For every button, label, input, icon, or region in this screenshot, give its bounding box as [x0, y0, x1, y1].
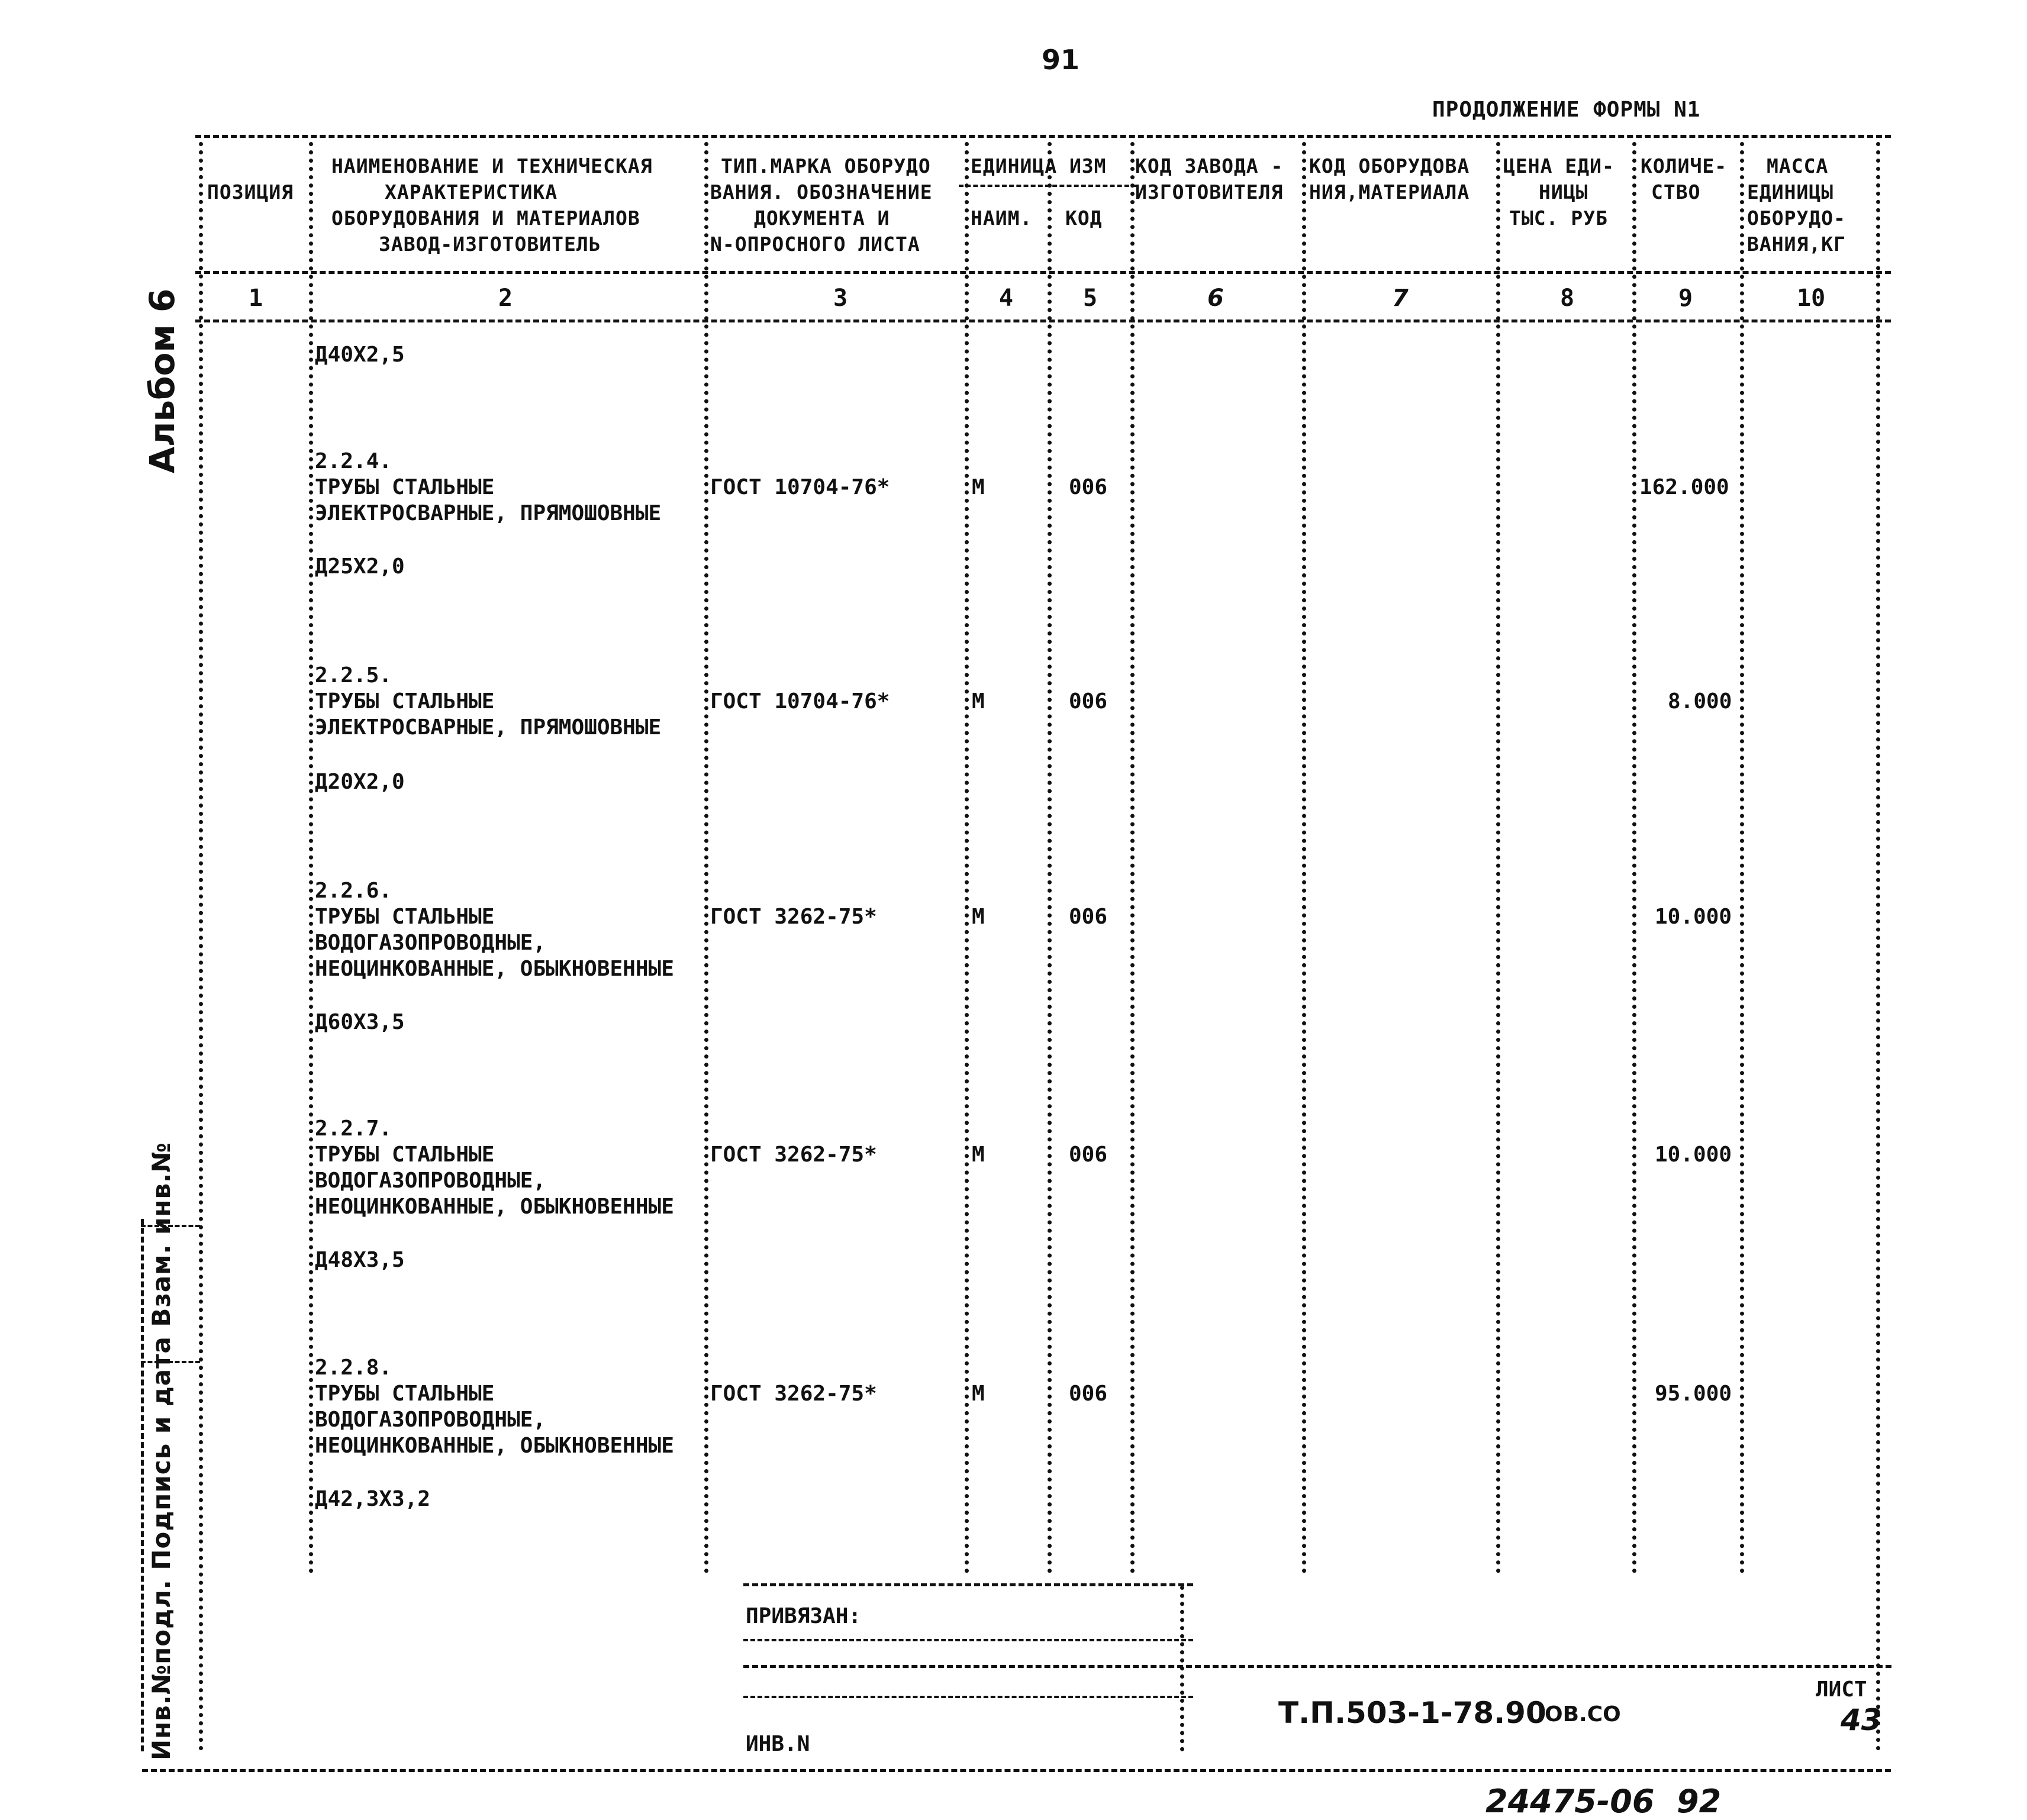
item-doc: ГОСТ 3262-75* — [710, 1382, 877, 1406]
item-unit: М — [972, 1143, 985, 1167]
header-price-line2: НИЦЫ — [1539, 180, 1588, 204]
rule-colnum-bottom — [195, 320, 1891, 322]
album-label: Альбом 6 — [142, 288, 182, 473]
item-name-line2: ЭЛЕКТРОСВАРНЫЕ, ПРЯМОШОВНЫЕ — [315, 501, 662, 525]
colnum-7: 7 — [1392, 285, 1409, 312]
item-unit: М — [972, 1382, 985, 1406]
item-unit: М — [972, 475, 985, 499]
item-doc: ГОСТ 10704-76* — [710, 689, 890, 714]
item-position: 2.2.8. — [315, 1356, 392, 1380]
item-qty: 8.000 — [1668, 689, 1732, 714]
stamp-sep — [1180, 1586, 1184, 1751]
col-sep-1 — [309, 142, 313, 1574]
sheet-number: 43 — [1841, 1703, 1882, 1737]
item-name-line3: НЕОЦИНКОВАННЫЕ, ОБЫКНОВЕННЫЕ — [315, 1434, 674, 1458]
item-name-line2: ВОДОГАЗОПРОВОДНЫЕ, — [315, 1169, 546, 1193]
item-doc: ГОСТ 3262-75* — [710, 1143, 877, 1167]
stamp-rule-2 — [743, 1639, 1193, 1641]
header-equip-line1: КОД ОБОРУДОВА — [1309, 154, 1470, 178]
header-mass-line2: ЕДИНИЦЫ — [1747, 180, 1834, 204]
item-name-line1: ТРУБЫ СТАЛЬНЫЕ — [315, 1143, 495, 1167]
col-sep-8 — [1632, 142, 1636, 1574]
stamp-rule-top — [743, 1583, 1193, 1586]
colnum-3: 3 — [833, 285, 848, 312]
header-mass-line3: ОБОРУДО- — [1747, 206, 1846, 230]
item-position: 2.2.5. — [315, 663, 392, 688]
item-code: 006 — [1069, 689, 1108, 714]
stamp-inv: ИНВ.N — [746, 1732, 810, 1756]
header-unit: ЕДИНИЦА ИЗМ — [971, 154, 1107, 178]
header-name-line4: ЗАВОД-ИЗГОТОВИТЕЛЬ — [379, 233, 601, 256]
header-position: ПОЗИЦИЯ — [207, 180, 294, 204]
item-size: Д20Х2,0 — [315, 770, 405, 794]
item-qty: 10.000 — [1655, 1143, 1732, 1167]
header-unit-code: КОД — [1065, 206, 1103, 230]
item-position: 2.2.4. — [315, 449, 392, 473]
page-number: 91 — [1042, 44, 1080, 76]
header-name-line1: НАИМЕНОВАНИЕ И ТЕХНИЧЕСКАЯ — [331, 154, 653, 178]
header-name-line2: ХАРАКТЕРИСТИКА — [385, 180, 558, 204]
colnum-5: 5 — [1083, 285, 1098, 312]
item-position: 2.2.7. — [315, 1116, 392, 1141]
colnum-6: 6 — [1207, 285, 1224, 312]
item-doc: ГОСТ 10704-76* — [710, 475, 890, 499]
continuation-title: ПРОДОЛЖЕНИЕ ФОРМЫ N1 — [1432, 98, 1701, 122]
item-code: 006 — [1069, 1382, 1108, 1406]
colnum-1: 1 — [249, 285, 263, 312]
stamp-privyazan: ПРИВЯЗАН: — [746, 1604, 862, 1628]
header-name-line3: ОБОРУДОВАНИЯ И МАТЕРИАЛОВ — [331, 206, 640, 230]
header-mass-line1: МАССА — [1767, 154, 1829, 178]
header-price-line3: ТЫС. РУБ — [1509, 206, 1608, 230]
item-size: Д42,3Х3,2 — [315, 1487, 431, 1511]
rule-bottom — [142, 1769, 1891, 1772]
header-unit-name: НАИМ. — [971, 206, 1033, 230]
item-name-line3: НЕОЦИНКОВАННЫЕ, ОБЫКНОВЕННЫЕ — [315, 957, 674, 981]
item-unit: М — [972, 905, 985, 929]
item-name-line2: ВОДОГАЗОПРОВОДНЫЕ, — [315, 1408, 546, 1432]
item-qty: 162.000 — [1639, 475, 1729, 499]
header-doc-line3: ДОКУМЕНТА И — [754, 206, 890, 230]
sheet-label: ЛИСТ — [1816, 1677, 1867, 1702]
doc-code: Т.П.503-1-78.90 — [1278, 1696, 1546, 1730]
colnum-10: 10 — [1797, 285, 1826, 312]
colnum-2: 2 — [498, 285, 513, 312]
col-sep-9 — [1740, 142, 1744, 1574]
stamp-rule-3 — [743, 1665, 1891, 1668]
item-qty: 10.000 — [1655, 905, 1732, 929]
colnum-8: 8 — [1560, 285, 1575, 312]
header-factory-line2: ИЗГОТОВИТЕЛЯ — [1135, 180, 1284, 204]
item-code: 006 — [1069, 905, 1108, 929]
item-doc: ГОСТ 3262-75* — [710, 905, 877, 929]
item-code: 006 — [1069, 1143, 1108, 1167]
item-size: Д60Х3,5 — [315, 1010, 405, 1034]
header-mass-line4: ВАНИЯ,КГ — [1747, 233, 1846, 256]
header-factory-line1: КОД ЗАВОДА - — [1135, 154, 1284, 178]
header-doc-line2: ВАНИЯ. ОБОЗНАЧЕНИЕ — [710, 180, 933, 204]
col-sep-10 — [1876, 142, 1880, 1751]
row0-size: Д40Х2,5 — [315, 343, 405, 367]
item-name-line1: ТРУБЫ СТАЛЬНЫЕ — [315, 475, 495, 499]
col-sep-3 — [965, 142, 969, 1574]
colnum-9: 9 — [1678, 285, 1693, 312]
item-name-line2: ВОДОГАЗОПРОВОДНЫЕ, — [315, 931, 546, 955]
item-position: 2.2.6. — [315, 879, 392, 903]
item-name-line2: ЭЛЕКТРОСВАРНЫЕ, ПРЯМОШОВНЫЕ — [315, 715, 662, 740]
header-doc-line4: N-ОПРОСНОГО ЛИСТА — [710, 233, 920, 256]
item-name-line3: НЕОЦИНКОВАННЫЕ, ОБЫКНОВЕННЫЕ — [315, 1195, 674, 1219]
item-qty: 95.000 — [1655, 1382, 1732, 1406]
item-size: Д48Х3,5 — [315, 1248, 405, 1272]
colnum-4: 4 — [999, 285, 1014, 312]
item-name-line1: ТРУБЫ СТАЛЬНЫЕ — [315, 905, 495, 929]
header-equip-line2: НИЯ,МАТЕРИАЛА — [1309, 180, 1470, 204]
rule-top — [195, 135, 1891, 138]
header-qty-line2: СТВО — [1651, 180, 1701, 204]
handwritten-footer: 24475-06 92 — [1485, 1783, 1722, 1820]
item-name-line1: ТРУБЫ СТАЛЬНЫЕ — [315, 1382, 495, 1406]
header-doc-line1: ТИП.МАРКА ОБОРУДО — [721, 154, 931, 178]
rule-header-bottom — [195, 271, 1891, 274]
stamp-rule-4 — [743, 1696, 1193, 1698]
item-name-line1: ТРУБЫ СТАЛЬНЫЕ — [315, 689, 495, 714]
item-unit: М — [972, 689, 985, 714]
item-code: 006 — [1069, 475, 1108, 499]
side-stamp-text: Инв.№подл. Подпись и дата Взам. инв.№ — [147, 1142, 176, 1760]
col-sep-5 — [1130, 142, 1135, 1574]
col-sep-7 — [1496, 142, 1500, 1574]
header-qty-line1: КОЛИЧЕ- — [1641, 154, 1728, 178]
col-sep-2 — [704, 142, 708, 1574]
doc-suffix: ОВ.СО — [1545, 1702, 1621, 1727]
col-sep-6 — [1302, 142, 1306, 1574]
col-sep-4 — [1048, 142, 1052, 1574]
header-price-line1: ЦЕНА ЕДИ- — [1503, 154, 1614, 178]
item-size: Д25Х2,0 — [315, 554, 405, 579]
